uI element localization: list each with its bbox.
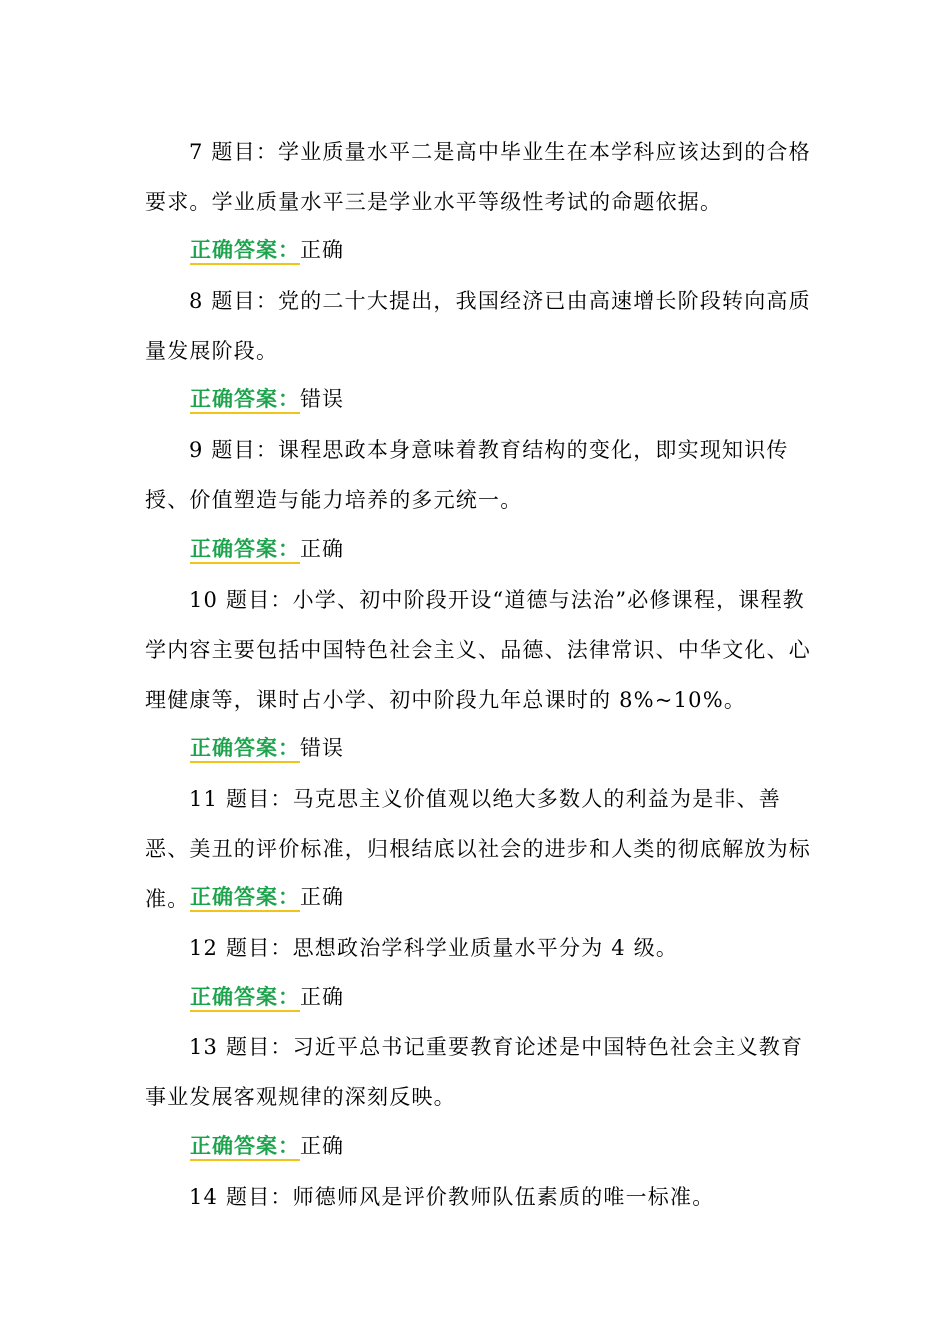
answer-12 bbox=[190, 982, 344, 1012]
question-10: 10 题目：小学、初中阶段开设“道德与法治”必修课程，课程教学内容主要包括中国特色社会主义、品德、法律常识、中华文化、心理健康等，课时占小学、初中阶段九年总课时的 8%~10%。 bbox=[145, 588, 811, 712]
answer-value: 正确 bbox=[300, 985, 344, 1009]
answer-label: 正确答案： bbox=[190, 1133, 300, 1161]
question-14: 14 题目：师德师风是评价教师队伍素质的唯一标准。 bbox=[189, 1185, 715, 1209]
answer-label: 正确答案： bbox=[190, 386, 300, 414]
answer-value: 正确 bbox=[300, 238, 344, 262]
answer-10 bbox=[190, 733, 344, 763]
answer-value: 正确 bbox=[300, 537, 344, 561]
question-8: 8 题目：党的二十大提出，我国经济已由高速增长阶段转向高质量发展阶段。 bbox=[145, 289, 811, 363]
answer-label: 正确答案： bbox=[190, 884, 300, 912]
answer-label: 正确答案： bbox=[190, 984, 300, 1012]
answer-value: 正确 bbox=[300, 885, 344, 909]
answer-11 bbox=[190, 882, 344, 912]
answer-9 bbox=[190, 534, 344, 564]
answer-label: 正确答案： bbox=[190, 237, 300, 265]
answer-label: 正确答案： bbox=[190, 735, 300, 763]
answer-value: 错误 bbox=[300, 736, 344, 760]
question-13: 13 题目：习近平总书记重要教育论述是中国特色社会主义教育事业发展客观规律的深刻反映。 bbox=[145, 1035, 804, 1109]
answer-value: 错误 bbox=[300, 387, 344, 411]
answer-7 bbox=[190, 235, 344, 265]
answer-13 bbox=[190, 1131, 344, 1161]
question-7: 7 题目：学业质量水平二是高中毕业生在本学科应该达到的合格要求。学业质量水平三是学业水平等级性考试的命题依据。 bbox=[145, 140, 811, 214]
answer-value: 正确 bbox=[300, 1134, 344, 1158]
question-11: 11 题目：马克思主义价值观以绝大多数人的利益为是非、善恶、美丑的评价标准，归根结底以社会的进步和人类的彻底解放为标准。 bbox=[145, 787, 811, 911]
answer-8 bbox=[190, 384, 344, 414]
answer-label: 正确答案： bbox=[190, 536, 300, 564]
question-12: 12 题目：思想政治学科学业质量水平分为 4 级。 bbox=[189, 936, 679, 960]
question-9: 9 题目：课程思政本身意味着教育结构的变化，即实现知识传授、价值塑造与能力培养的多元统一。 bbox=[145, 438, 789, 512]
